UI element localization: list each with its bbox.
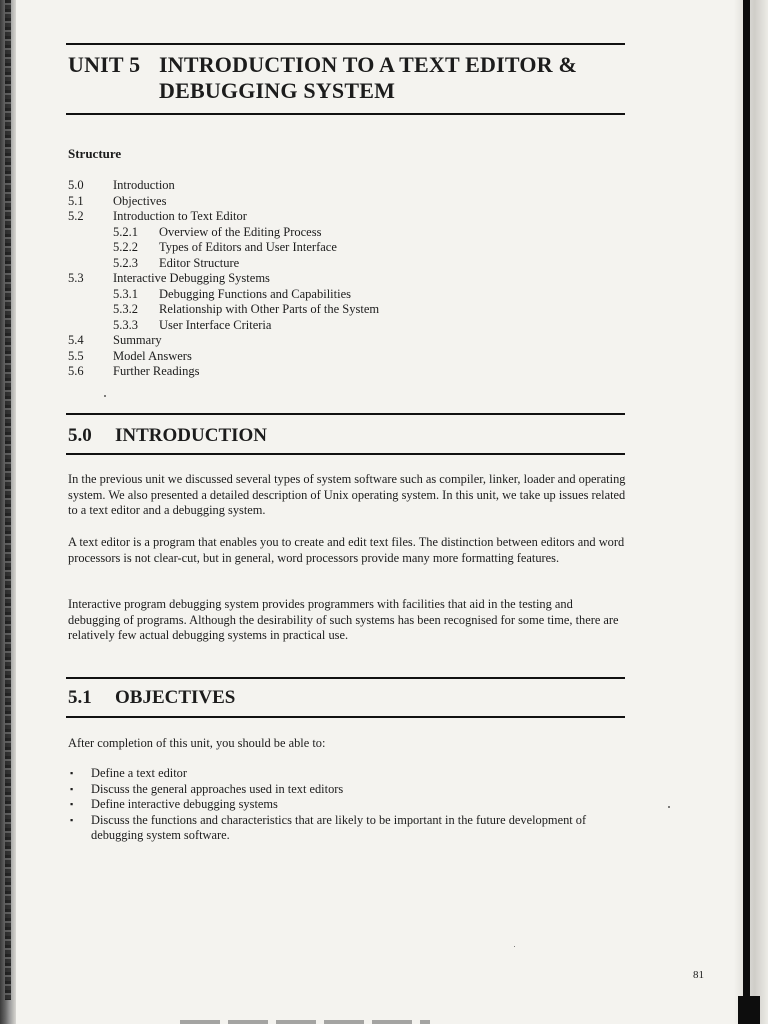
bullet-icon: ▪ [70, 768, 74, 778]
scan-edge-right-foot [738, 996, 760, 1024]
unit-number: UNIT 5 [68, 52, 141, 77]
objectives-bottom-rule [66, 716, 625, 718]
structure-item-number: 5.1 [68, 193, 84, 208]
scan-speck [104, 395, 106, 397]
structure-item-title: Summary [113, 333, 162, 347]
structure-item-number: 5.5 [68, 348, 84, 363]
objectives-list [68, 766, 588, 844]
objectives-top-rule [66, 677, 625, 679]
objectives-title: OBJECTIVES [115, 687, 236, 708]
scan-edge-right [734, 0, 768, 1024]
objectives-heading [68, 687, 235, 709]
page-number: 81 [693, 969, 704, 981]
structure-item-title: Interactive Debugging Systems [113, 271, 270, 285]
scan-speck [668, 806, 670, 808]
introduction-number: 5.0 [68, 425, 92, 446]
structure-item-title: Model Answers [113, 348, 192, 363]
bullet-icon: ▪ [70, 783, 74, 794]
intro-paragraph-2: A text editor is a program that enables you to create and edit text files. The distinction between editors and word processors is not clear-cut, but in general, word processors provide many more formatting features. [68, 535, 625, 565]
header-top-rule [66, 43, 625, 45]
objective-item [68, 797, 588, 813]
objectives-number: 5.1 [68, 687, 92, 708]
structure-item-title: Debugging Functions and Capabilities [159, 286, 351, 301]
objective-item [68, 782, 588, 798]
scan-edge-right-bar [743, 0, 750, 1024]
objective-text: Define interactive debugging systems [91, 797, 278, 811]
objective-item [68, 813, 588, 844]
bullet-icon: ▪ [70, 799, 74, 809]
structure-item-number: 5.0 [68, 178, 84, 192]
structure-item-title: Types of Editors and User Interface [159, 240, 337, 254]
structure-item-number: 5.3.3 [113, 317, 138, 332]
intro-top-rule [66, 413, 625, 415]
structure-item-title: Introduction to Text Editor [113, 209, 247, 223]
structure-item-title: Further Readings [113, 364, 200, 378]
objective-text: Discuss the general approaches used in text editors [91, 781, 344, 796]
structure-item-number: 5.6 [68, 364, 84, 378]
scan-binding-shadow [5, 0, 11, 1000]
objectives-lead: After completion of this unit, you should be able to: [68, 736, 326, 750]
structure-item-title: Editor Structure [159, 255, 240, 270]
intro-bottom-rule [66, 453, 625, 455]
introduction-title: INTRODUCTION [115, 425, 268, 446]
bullet-icon: ▪ [70, 814, 74, 825]
structure-item-number: 5.2.1 [113, 224, 138, 239]
structure-item-number: 5.4 [68, 333, 84, 347]
introduction-heading [68, 425, 267, 447]
unit-title-line2: DEBUGGING SYSTEM [159, 78, 396, 103]
structure-item-title: Overview of the Editing Process [159, 224, 322, 239]
structure-item-title: Relationship with Other Parts of the System [159, 302, 380, 316]
scan-speck [514, 946, 515, 947]
structure-item-number: 5.3.2 [113, 302, 138, 316]
scan-bottom-strip [180, 1020, 430, 1024]
structure-title: Structure [68, 146, 122, 161]
structure-item-title: Objectives [113, 193, 167, 208]
objective-text: Discuss the functions and characteristics that are likely to be important in the future development of debugging system software. [91, 812, 587, 842]
structure-item-number: 5.3.1 [113, 286, 138, 301]
unit-title [68, 52, 577, 104]
objective-item [68, 766, 588, 782]
header-bottom-rule [66, 113, 625, 115]
objective-text: Define a text editor [91, 766, 187, 780]
structure-item-title: User Interface Criteria [159, 317, 272, 332]
intro-paragraph-3: Interactive program debugging system provides programmers with facilities that aid in the testing and debugging of programs. Although the desirability of such systems has been recognised for some time, there are relatively few actual debugging systems in practical use. [68, 597, 619, 643]
structure-item-number: 5.2.2 [113, 240, 138, 254]
structure-item-number: 5.2 [68, 209, 84, 223]
intro-paragraph-1: In the previous unit we discussed several types of system software such as compiler, linker, loader and operating system. We also presented a detailed description of Unix operating system. In this unit, we take up issues related to a text editor and a debugging system. [68, 472, 626, 518]
structure-item-title: Introduction [113, 178, 175, 192]
structure-item-number: 5.3 [68, 271, 84, 285]
structure-item-number: 5.2.3 [113, 255, 138, 270]
unit-title-line1: INTRODUCTION TO A TEXT EDITOR & [159, 52, 578, 77]
